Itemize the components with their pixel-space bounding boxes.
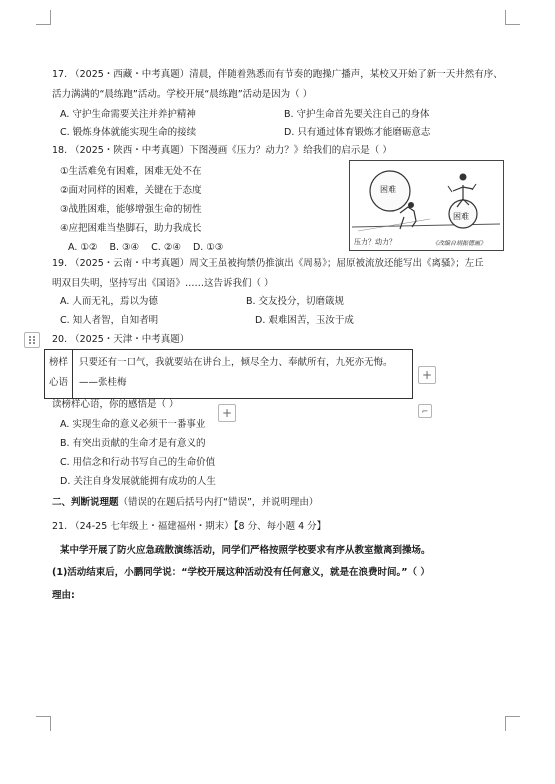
q19-option-c: C. 知人者智，自知者明: [60, 315, 159, 326]
q20-option-b: B. 有突出贡献的生命才是有意义的: [60, 438, 206, 449]
q17-stem-line1: 17. （2025・西藏・中考真题）清晨，伴随着熟悉而有节奏的跑操广播声，某校又开始了新一天井然有序、: [52, 69, 503, 80]
q20-option-c: C. 用信念和行动书写自己的生命价值: [60, 457, 216, 468]
q17-option-d: D. 只有通过体育锻炼才能磨砺意志: [284, 127, 431, 138]
q18-cartoon-image[interactable]: [349, 160, 504, 251]
q18-options: A. ①② B. ③④ C. ②④ D. ①③: [68, 242, 224, 253]
q19-stem-line2: 明双目失明，坚持写出《国语》……这告诉我们（ ）: [52, 278, 274, 289]
section2-note: （错误的在题后括号内打“错误”，并说明理由）: [118, 497, 319, 508]
cartoon-label-left: 困难: [380, 185, 396, 194]
cartoon-credit: 《改编自胡振德画》: [432, 240, 487, 247]
q18-statement-4: ④应把困难当垫脚石，助力我成长: [60, 223, 202, 234]
q18-statement-1: ①生活难免有困难，困难无处不在: [60, 166, 202, 177]
q20-prompt: 读榜样心语，你的感悟是（ ）: [52, 399, 179, 410]
section2-title: 二、判断说理题: [52, 497, 119, 508]
q19-option-b: B. 交友投分，切磨箴规: [246, 296, 345, 307]
corner-resize-icon[interactable]: ⌐: [418, 404, 432, 418]
q21-scenario: 某中学开展了防火应急疏散演练活动，同学们严格按照学校要求有序从教室撤离到操场。: [60, 545, 431, 556]
q20-option-a: A. 实现生命的意义必须干一番事业: [60, 419, 206, 430]
crop-mark-top-left: [36, 10, 51, 25]
table-quote-line2: ——张桂梅: [79, 377, 127, 388]
crop-mark-bottom-left: [36, 716, 51, 731]
cartoon-caption: 压力？动力？: [354, 238, 396, 246]
q19-option-a: A. 人而无礼，焉以为德: [60, 296, 158, 307]
q18-stem: 18. （2025・陕西・中考真题）下图漫画《压力？动力？》给我们的启示是（ ）: [52, 145, 392, 156]
grip-dots-icon[interactable]: [24, 332, 40, 348]
q17-option-a: A. 守护生命需要关注并养护精神: [60, 109, 196, 120]
q19-stem-line1: 19. （2025・云南・中考真题）周文王虽被拘禁仍推演出《周易》；屈原被流放还能写出《离骚》；左丘: [52, 258, 484, 269]
cartoon-label-right: 困难: [453, 212, 469, 221]
q21-stem: 21. （24-25 七年级上・福建福州・期末）【8 分、每小题 4 分】: [52, 521, 327, 532]
table-quote-line1: 只要还有一口气，我就要站在讲台上，倾尽全力、奉献所有，九死亦无悔。: [79, 357, 393, 368]
crop-mark-bottom-right: [505, 716, 520, 731]
q17-option-c: C. 锻炼身体就能实现生命的接续: [60, 127, 197, 138]
q17-option-b: B. 守护生命首先要关注自己的身体: [284, 109, 430, 120]
plus-icon[interactable]: +: [218, 404, 236, 422]
table-label-line1: 榜样: [49, 357, 69, 368]
plus-icon[interactable]: +: [418, 366, 436, 384]
crop-mark-top-right: [505, 10, 520, 25]
q21-subquestion-1: (1)活动结束后，小鹏同学说：“学校开展这种活动没有任何意义，就是在浪费时间。”（ ）: [52, 567, 430, 578]
q17-stem-line2: 活力满满的“晨练跑”活动。学校开展“晨练跑”活动是因为（ ）: [52, 89, 313, 100]
q21-reason-label: 理由:: [52, 590, 75, 601]
section2-heading: [52, 497, 318, 509]
table-label-line2: 心语: [49, 377, 69, 388]
q20-stem: 20. （2025・天津・中考真题）: [52, 334, 190, 345]
q19-option-d: D. 艰难困苦，玉汝于成: [255, 315, 354, 326]
q18-statement-2: ②面对同样的困难，关键在于态度: [60, 185, 202, 196]
q18-statement-3: ③战胜困难，能够增强生命的韧性: [60, 204, 202, 215]
q20-option-d: D. 关注自身发展就能拥有成功的人生: [60, 476, 216, 487]
q20-quote-table[interactable]: [44, 349, 413, 399]
